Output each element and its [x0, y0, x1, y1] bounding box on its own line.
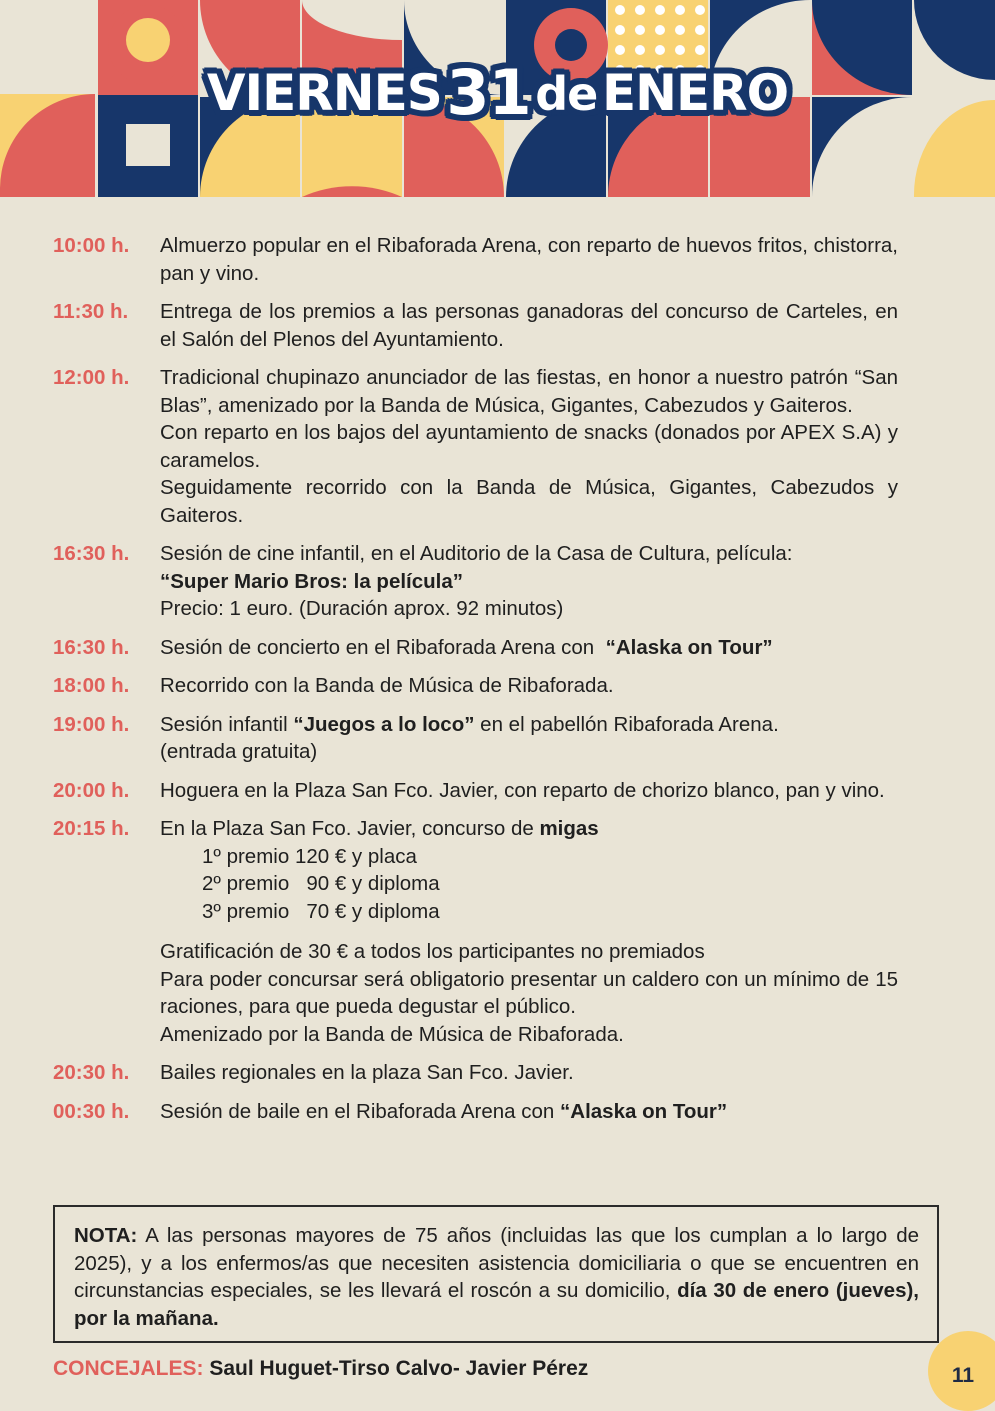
spacer — [160, 925, 898, 938]
page-number-badge — [928, 1331, 995, 1411]
entry-description — [160, 815, 898, 1048]
entry-time: 19:00 h. — [53, 712, 130, 736]
entry-text: Con reparto en los bajos del ayuntamiento de snacks (donados por APEX S.A) y caramelos. — [160, 421, 898, 472]
entry-description — [160, 672, 898, 700]
entry-text: Sesión de concierto en el Ribaforada Arena con — [160, 635, 606, 659]
schedule-list — [53, 232, 898, 1136]
entry-text: Sesión de baile en el Ribaforada Arena con — [160, 1099, 561, 1123]
entry-text: Entrega de los premios a las personas ganadoras del concurso de Carteles, en el Salón del Plenos del Ayuntamiento. — [160, 300, 898, 351]
entry-description — [160, 298, 898, 353]
entry-time: 12:00 h. — [53, 366, 130, 389]
entry-text: En la Plaza San Fco. Javier, concurso de — [160, 817, 540, 840]
note-box — [53, 1205, 939, 1343]
entry-time: 18:00 h. — [53, 674, 130, 697]
councillors-line — [53, 1357, 588, 1381]
page-number: 11 — [951, 1364, 975, 1387]
schedule-entry — [53, 232, 898, 287]
title-weekday: VIERNES — [206, 64, 442, 122]
entry-note: (entrada gratuita) — [160, 740, 318, 763]
entry-price: Precio: 1 euro. (Duración aprox. 92 minutos) — [160, 597, 564, 620]
title-day: 31 — [446, 56, 531, 129]
entry-description — [160, 540, 898, 623]
councillors-names: Saul Huguet-Tirso Calvo- Javier Pérez — [203, 1357, 589, 1380]
entry-time: 20:30 h. — [53, 1061, 130, 1084]
entry-description — [160, 634, 898, 662]
entry-text: Sesión de cine infantil, en el Auditorio de la Casa de Cultura, película: — [160, 542, 793, 565]
entry-highlight: “Juegos a lo loco” — [293, 712, 475, 736]
entry-description — [160, 1098, 898, 1126]
header-banner — [0, 0, 995, 197]
title-de: de — [535, 67, 598, 121]
movie-title: “Super Mario Bros: la película” — [160, 569, 464, 593]
prize-item: 3º premio 70 € y diploma — [202, 899, 440, 923]
entry-text: Seguidamente recorrido con la Banda de Música, Gigantes, Cabezudos y Gaiteros. — [160, 476, 898, 527]
entry-time: 11:30 h. — [53, 300, 129, 323]
entry-description — [160, 1059, 898, 1087]
entry-description — [160, 232, 898, 287]
schedule-entry — [53, 364, 898, 529]
schedule-entry — [53, 1098, 898, 1126]
entry-description — [160, 777, 898, 805]
entry-text: Amenizado por la Banda de Música de Ribaforada. — [160, 1022, 624, 1046]
entry-time: 00:30 h. — [53, 1099, 130, 1123]
entry-description — [160, 364, 898, 529]
entry-time: 16:30 h. — [53, 635, 130, 659]
entry-text: Para poder concursar será obligatorio presentar un caldero con un mínimo de 15 raciones, para que pueda degustar el público. — [160, 967, 898, 1018]
schedule-entry — [53, 1059, 898, 1087]
schedule-entry — [53, 711, 898, 766]
entry-time: 16:30 h. — [53, 542, 130, 565]
prize-item: 1º premio 120 € y placa — [202, 844, 417, 868]
councillors-label: CONCEJALES: — [53, 1357, 204, 1380]
schedule-entry — [53, 777, 898, 805]
schedule-entry — [53, 298, 898, 353]
entry-time: 10:00 h. — [53, 234, 130, 257]
entry-text: Recorrido con la Banda de Música de Ribaforada. — [160, 674, 614, 697]
entry-text: Hoguera en la Plaza San Fco. Javier, con reparto de chorizo blanco, pan y vino. — [160, 778, 885, 802]
entry-text: en el pabellón Ribaforada Arena. — [474, 712, 779, 736]
note-highlight: día 30 de enero (jueves), por la mañana. — [74, 1279, 919, 1330]
entry-highlight: “Alaska on Tour” — [605, 635, 773, 659]
note-text: A las personas mayores de 75 años (incluidas las que los cumplan a lo largo de 2025), y a los enfermos/as que necesiten asistencia domiciliaria o que se encuentren en circunstancias especiales, se les llevará el roscón a su domicilio, — [74, 1224, 919, 1302]
entry-highlight: migas — [539, 817, 599, 840]
note-label: NOTA: — [74, 1224, 138, 1247]
page-title — [0, 56, 995, 129]
entry-text: Sesión infantil — [160, 712, 294, 736]
entry-highlight: “Alaska on Tour” — [560, 1099, 728, 1123]
prize-item: 2º premio 90 € y diploma — [202, 872, 440, 895]
schedule-entry — [53, 672, 898, 700]
schedule-entry — [53, 634, 898, 662]
entry-text: Bailes regionales en la plaza San Fco. Javier. — [160, 1061, 574, 1084]
entry-time: 20:15 h. — [53, 817, 130, 840]
entry-text: Almuerzo popular en el Ribaforada Arena, con reparto de huevos fritos, chistorra, pan y vino. — [160, 234, 898, 285]
entry-description — [160, 711, 898, 766]
schedule-entry — [53, 540, 898, 623]
schedule-entry — [53, 815, 898, 1048]
entry-text: Gratificación de 30 € a todos los participantes no premiados — [160, 940, 705, 963]
entry-time: 20:00 h. — [53, 778, 130, 802]
entry-text: Tradicional chupinazo anunciador de las fiestas, en honor a nuestro patrón “San Blas”, amenizado por la Banda de Música, Gigantes, Cabezudos y Gaiteros. — [160, 366, 898, 417]
title-month: ENERO — [601, 64, 789, 122]
